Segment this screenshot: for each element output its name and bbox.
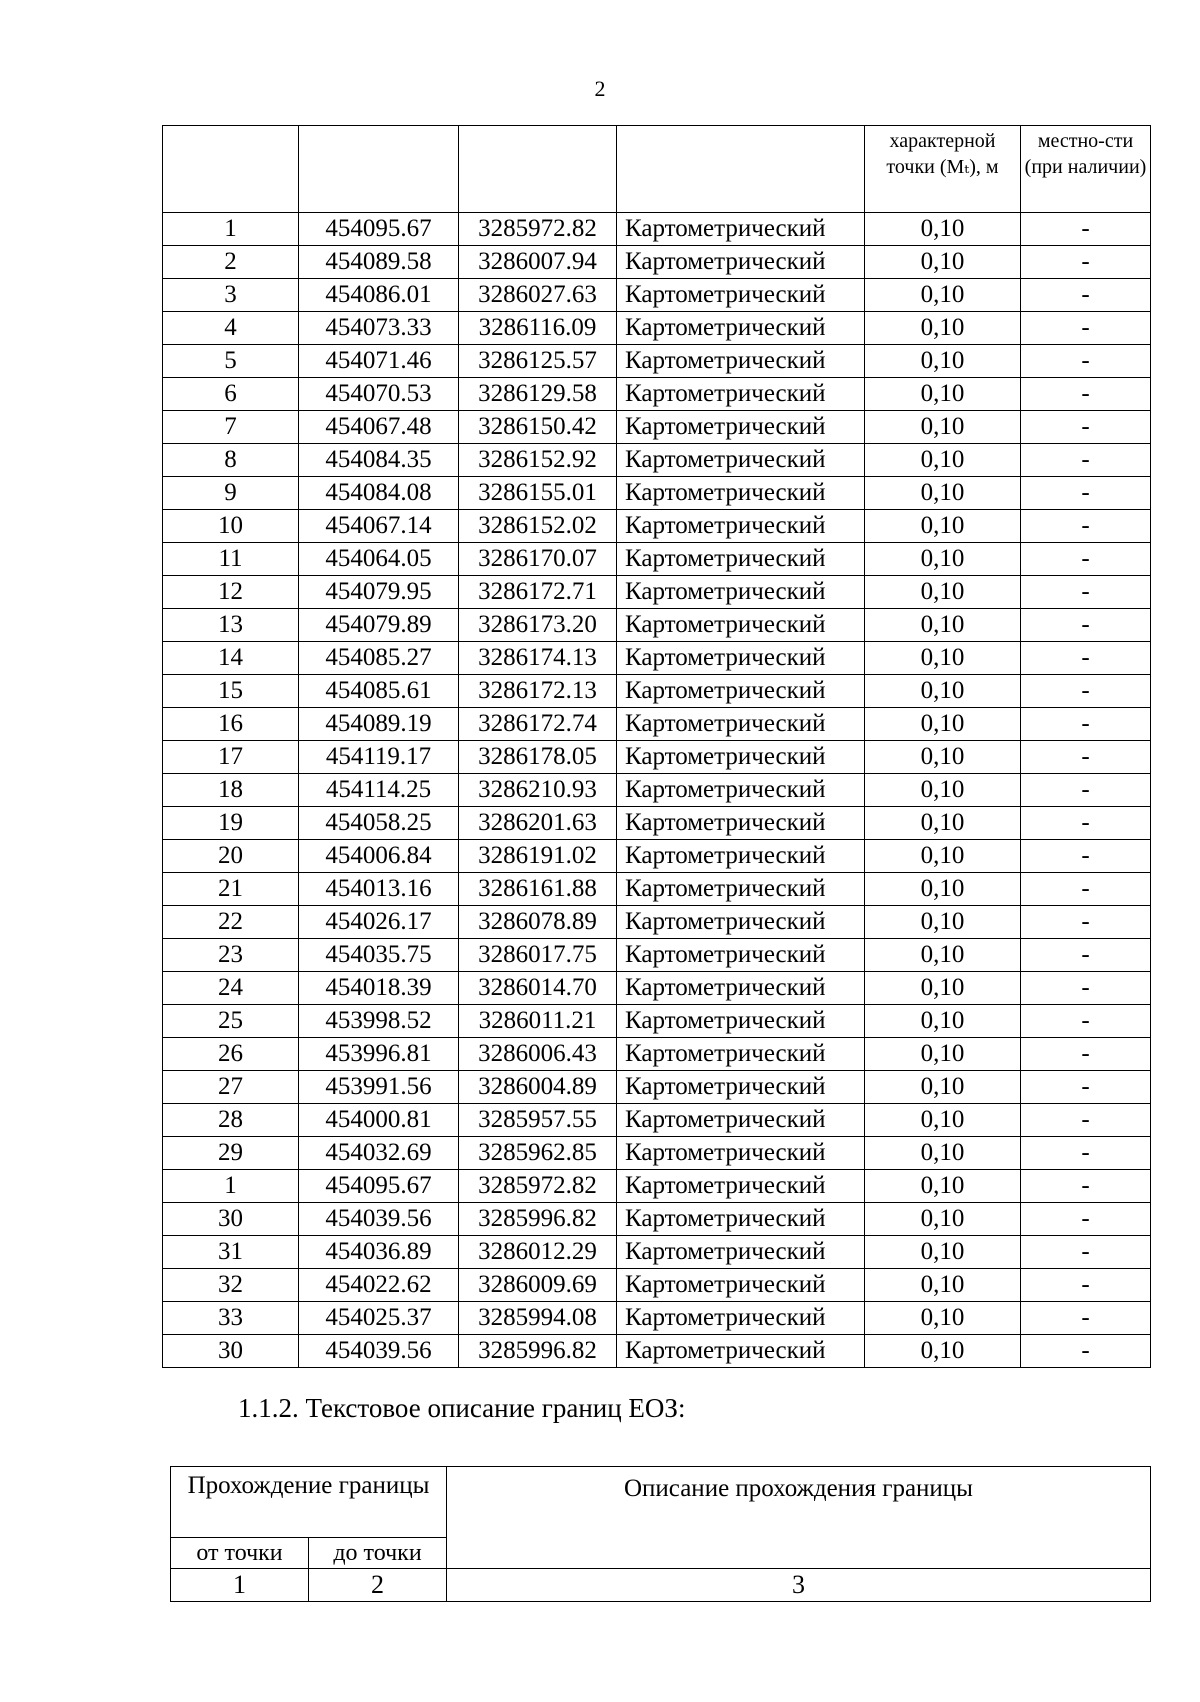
- method-cell: Картометрический: [617, 213, 865, 246]
- description-cell: -: [1021, 1302, 1151, 1335]
- y-coordinate-cell: 3285957.55: [459, 1104, 617, 1137]
- header-cell-empty: [617, 126, 865, 213]
- table-row: [163, 246, 1151, 279]
- accuracy-cell: 0,10: [865, 246, 1021, 279]
- method-cell: Картометрический: [617, 873, 865, 906]
- y-coordinate-cell: 3286152.92: [459, 444, 617, 477]
- coordinates-table: [162, 125, 1151, 1368]
- method-cell: Картометрический: [617, 642, 865, 675]
- x-coordinate-cell: 454071.46: [299, 345, 459, 378]
- description-cell: -: [1021, 906, 1151, 939]
- method-cell: Картометрический: [617, 1170, 865, 1203]
- x-coordinate-cell: 454084.35: [299, 444, 459, 477]
- method-cell: Картометрический: [617, 543, 865, 576]
- x-coordinate-cell: 453998.52: [299, 1005, 459, 1038]
- table-row: [163, 1005, 1151, 1038]
- description-cell: -: [1021, 1104, 1151, 1137]
- point-number-cell: 15: [163, 675, 299, 708]
- accuracy-cell: 0,10: [865, 378, 1021, 411]
- accuracy-cell: 0,10: [865, 840, 1021, 873]
- y-coordinate-cell: 3286027.63: [459, 279, 617, 312]
- table-row: [163, 1302, 1151, 1335]
- x-coordinate-cell: 454089.58: [299, 246, 459, 279]
- x-coordinate-cell: 454058.25: [299, 807, 459, 840]
- method-cell: Картометрический: [617, 1038, 865, 1071]
- y-coordinate-cell: 3286173.20: [459, 609, 617, 642]
- page-number: 2: [594, 76, 606, 101]
- y-coordinate-cell: 3286172.74: [459, 708, 617, 741]
- description-cell: -: [1021, 609, 1151, 642]
- accuracy-cell: 0,10: [865, 1335, 1021, 1368]
- method-cell: Картометрический: [617, 939, 865, 972]
- table-row: [163, 345, 1151, 378]
- x-coordinate-cell: 454089.19: [299, 708, 459, 741]
- y-coordinate-cell: 3285994.08: [459, 1302, 617, 1335]
- y-coordinate-cell: 3286210.93: [459, 774, 617, 807]
- accuracy-cell: 0,10: [865, 1269, 1021, 1302]
- section-heading: 1.1.2. Текстовое описание границ ЕОЗ:: [238, 1393, 686, 1423]
- accuracy-cell: 0,10: [865, 1236, 1021, 1269]
- y-coordinate-cell: 3286017.75: [459, 939, 617, 972]
- table-row: [163, 444, 1151, 477]
- description-cell: -: [1021, 213, 1151, 246]
- table-row: [163, 378, 1151, 411]
- description-cell: -: [1021, 939, 1151, 972]
- table-row: [163, 477, 1151, 510]
- description-cell: -: [1021, 312, 1151, 345]
- accuracy-cell: 0,10: [865, 939, 1021, 972]
- y-coordinate-cell: 3286116.09: [459, 312, 617, 345]
- x-coordinate-cell: 454067.48: [299, 411, 459, 444]
- accuracy-cell: 0,10: [865, 1302, 1021, 1335]
- header-boundary-passage: Прохождение границы: [171, 1467, 447, 1538]
- table-row: [163, 279, 1151, 312]
- description-cell: -: [1021, 576, 1151, 609]
- y-coordinate-cell: 3286191.02: [459, 840, 617, 873]
- point-number-cell: 21: [163, 873, 299, 906]
- description-cell: -: [1021, 1071, 1151, 1104]
- point-number-cell: 28: [163, 1104, 299, 1137]
- x-coordinate-cell: 454114.25: [299, 774, 459, 807]
- description-cell: -: [1021, 1137, 1151, 1170]
- x-coordinate-cell: 454073.33: [299, 312, 459, 345]
- point-number-cell: 16: [163, 708, 299, 741]
- y-coordinate-cell: 3286172.13: [459, 675, 617, 708]
- table-row: [163, 1104, 1151, 1137]
- accuracy-cell: 0,10: [865, 1104, 1021, 1137]
- table-row: [163, 213, 1151, 246]
- accuracy-cell: 0,10: [865, 642, 1021, 675]
- method-cell: Картометрический: [617, 708, 865, 741]
- description-cell: -: [1021, 1335, 1151, 1368]
- header-cell-empty: [163, 126, 299, 213]
- table-row: [163, 609, 1151, 642]
- x-coordinate-cell: 454079.89: [299, 609, 459, 642]
- y-coordinate-cell: 3286011.21: [459, 1005, 617, 1038]
- point-number-cell: 17: [163, 741, 299, 774]
- point-number-cell: 26: [163, 1038, 299, 1071]
- y-coordinate-cell: 3286172.71: [459, 576, 617, 609]
- description-cell: -: [1021, 246, 1151, 279]
- accuracy-cell: 0,10: [865, 411, 1021, 444]
- y-coordinate-cell: 3286125.57: [459, 345, 617, 378]
- header-cell-empty: [459, 126, 617, 213]
- method-cell: Картометрический: [617, 1005, 865, 1038]
- y-coordinate-cell: 3286174.13: [459, 642, 617, 675]
- x-coordinate-cell: 454022.62: [299, 1269, 459, 1302]
- column-number: 1: [171, 1569, 309, 1602]
- point-number-cell: 22: [163, 906, 299, 939]
- method-cell: Картометрический: [617, 741, 865, 774]
- y-coordinate-cell: 3285962.85: [459, 1137, 617, 1170]
- table-row: [163, 543, 1151, 576]
- x-coordinate-cell: 454026.17: [299, 906, 459, 939]
- x-coordinate-cell: 454006.84: [299, 840, 459, 873]
- point-number-cell: 13: [163, 609, 299, 642]
- method-cell: Картометрический: [617, 807, 865, 840]
- description-cell: -: [1021, 774, 1151, 807]
- table-row: [163, 1236, 1151, 1269]
- x-coordinate-cell: 454079.95: [299, 576, 459, 609]
- method-cell: Картометрический: [617, 1203, 865, 1236]
- description-cell: -: [1021, 444, 1151, 477]
- point-number-cell: 14: [163, 642, 299, 675]
- y-coordinate-cell: 3286155.01: [459, 477, 617, 510]
- header-from-point: от точки: [171, 1538, 309, 1569]
- method-cell: Картометрический: [617, 675, 865, 708]
- description-cell: -: [1021, 378, 1151, 411]
- description-cell: -: [1021, 840, 1151, 873]
- accuracy-cell: 0,10: [865, 708, 1021, 741]
- point-number-cell: 27: [163, 1071, 299, 1104]
- table-header-row: [163, 126, 1151, 213]
- method-cell: Картометрический: [617, 1137, 865, 1170]
- y-coordinate-cell: 3286004.89: [459, 1071, 617, 1104]
- description-cell: -: [1021, 543, 1151, 576]
- x-coordinate-cell: 453991.56: [299, 1071, 459, 1104]
- y-coordinate-cell: 3286161.88: [459, 873, 617, 906]
- point-number-cell: 30: [163, 1203, 299, 1236]
- method-cell: Картометрический: [617, 1269, 865, 1302]
- header-cell-empty: [299, 126, 459, 213]
- point-number-cell: 8: [163, 444, 299, 477]
- method-cell: Картометрический: [617, 1236, 865, 1269]
- method-cell: Картометрический: [617, 972, 865, 1005]
- accuracy-cell: 0,10: [865, 543, 1021, 576]
- y-coordinate-cell: 3286006.43: [459, 1038, 617, 1071]
- table-row: [163, 1203, 1151, 1236]
- y-coordinate-cell: 3286170.07: [459, 543, 617, 576]
- column-number: 2: [309, 1569, 447, 1602]
- description-cell: -: [1021, 807, 1151, 840]
- point-number-cell: 31: [163, 1236, 299, 1269]
- table-row: [163, 906, 1151, 939]
- x-coordinate-cell: 454085.27: [299, 642, 459, 675]
- table-row: [163, 972, 1151, 1005]
- y-coordinate-cell: 3286012.29: [459, 1236, 617, 1269]
- accuracy-cell: 0,10: [865, 972, 1021, 1005]
- y-coordinate-cell: 3286152.02: [459, 510, 617, 543]
- header-boundary-description: Описание прохождения границы: [447, 1467, 1151, 1569]
- method-cell: Картометрический: [617, 1335, 865, 1368]
- accuracy-cell: 0,10: [865, 675, 1021, 708]
- point-number-cell: 18: [163, 774, 299, 807]
- description-cell: -: [1021, 411, 1151, 444]
- x-coordinate-cell: 454035.75: [299, 939, 459, 972]
- y-coordinate-cell: 3286009.69: [459, 1269, 617, 1302]
- table-row: [163, 1269, 1151, 1302]
- x-coordinate-cell: 454025.37: [299, 1302, 459, 1335]
- accuracy-cell: 0,10: [865, 1137, 1021, 1170]
- y-coordinate-cell: 3285996.82: [459, 1203, 617, 1236]
- table-row: [163, 510, 1151, 543]
- point-number-cell: 33: [163, 1302, 299, 1335]
- accuracy-cell: 0,10: [865, 510, 1021, 543]
- method-cell: Картометрический: [617, 840, 865, 873]
- method-cell: Картометрический: [617, 609, 865, 642]
- description-cell: -: [1021, 1038, 1151, 1071]
- accuracy-cell: 0,10: [865, 1203, 1021, 1236]
- header-to-point: до точки: [309, 1538, 447, 1569]
- method-cell: Картометрический: [617, 774, 865, 807]
- table-row: [163, 807, 1151, 840]
- point-number-cell: 20: [163, 840, 299, 873]
- accuracy-cell: 0,10: [865, 312, 1021, 345]
- description-cell: -: [1021, 279, 1151, 312]
- x-coordinate-cell: 454119.17: [299, 741, 459, 774]
- x-coordinate-cell: 454070.53: [299, 378, 459, 411]
- table-row: [163, 774, 1151, 807]
- accuracy-cell: 0,10: [865, 279, 1021, 312]
- accuracy-cell: 0,10: [865, 609, 1021, 642]
- x-coordinate-cell: 454085.61: [299, 675, 459, 708]
- method-cell: Картометрический: [617, 477, 865, 510]
- point-number-cell: 12: [163, 576, 299, 609]
- table-row: [163, 939, 1151, 972]
- point-number-cell: 2: [163, 246, 299, 279]
- x-coordinate-cell: 454086.01: [299, 279, 459, 312]
- column-number: 3: [447, 1569, 1151, 1602]
- x-coordinate-cell: 454036.89: [299, 1236, 459, 1269]
- table-row: [163, 642, 1151, 675]
- point-number-cell: 6: [163, 378, 299, 411]
- point-number-cell: 19: [163, 807, 299, 840]
- point-number-cell: 1: [163, 213, 299, 246]
- description-cell: -: [1021, 1170, 1151, 1203]
- table-row: [163, 741, 1151, 774]
- accuracy-cell: 0,10: [865, 1071, 1021, 1104]
- table-row: [163, 1170, 1151, 1203]
- method-cell: Картометрический: [617, 246, 865, 279]
- table-row: [163, 312, 1151, 345]
- y-coordinate-cell: 3286201.63: [459, 807, 617, 840]
- method-cell: Картометрический: [617, 312, 865, 345]
- table-row: [163, 1335, 1151, 1368]
- y-coordinate-cell: 3286129.58: [459, 378, 617, 411]
- point-number-cell: 24: [163, 972, 299, 1005]
- table-row: [163, 840, 1151, 873]
- point-number-cell: 32: [163, 1269, 299, 1302]
- description-cell: -: [1021, 1269, 1151, 1302]
- point-number-cell: 30: [163, 1335, 299, 1368]
- description-cell: -: [1021, 708, 1151, 741]
- point-number-cell: 5: [163, 345, 299, 378]
- x-coordinate-cell: 454039.56: [299, 1203, 459, 1236]
- accuracy-cell: 0,10: [865, 213, 1021, 246]
- y-coordinate-cell: 3286150.42: [459, 411, 617, 444]
- table-row: [163, 576, 1151, 609]
- y-coordinate-cell: 3286014.70: [459, 972, 617, 1005]
- x-coordinate-cell: 454095.67: [299, 213, 459, 246]
- point-number-cell: 9: [163, 477, 299, 510]
- x-coordinate-cell: 454018.39: [299, 972, 459, 1005]
- boundary-description-table: [170, 1466, 1151, 1602]
- point-number-cell: 29: [163, 1137, 299, 1170]
- point-number-cell: 4: [163, 312, 299, 345]
- x-coordinate-cell: 454039.56: [299, 1335, 459, 1368]
- table-row: [163, 1038, 1151, 1071]
- y-coordinate-cell: 3286178.05: [459, 741, 617, 774]
- y-coordinate-cell: 3285996.82: [459, 1335, 617, 1368]
- accuracy-cell: 0,10: [865, 345, 1021, 378]
- point-number-cell: 23: [163, 939, 299, 972]
- accuracy-cell: 0,10: [865, 906, 1021, 939]
- table-row: [163, 708, 1151, 741]
- x-coordinate-cell: 453996.81: [299, 1038, 459, 1071]
- point-number-cell: 11: [163, 543, 299, 576]
- header-terrain-description: местно-сти (при наличии): [1021, 126, 1151, 213]
- description-cell: -: [1021, 972, 1151, 1005]
- description-cell: -: [1021, 1236, 1151, 1269]
- table-row: [163, 1137, 1151, 1170]
- y-coordinate-cell: 3285972.82: [459, 213, 617, 246]
- y-coordinate-cell: 3286007.94: [459, 246, 617, 279]
- method-cell: Картометрический: [617, 1104, 865, 1137]
- method-cell: Картометрический: [617, 906, 865, 939]
- description-cell: -: [1021, 873, 1151, 906]
- method-cell: Картометрический: [617, 411, 865, 444]
- method-cell: Картометрический: [617, 1302, 865, 1335]
- x-coordinate-cell: 454032.69: [299, 1137, 459, 1170]
- method-cell: Картометрический: [617, 279, 865, 312]
- description-cell: -: [1021, 477, 1151, 510]
- accuracy-cell: 0,10: [865, 741, 1021, 774]
- table-row: [163, 675, 1151, 708]
- accuracy-cell: 0,10: [865, 444, 1021, 477]
- header-point-accuracy: характерной точки (Mₜ), м: [865, 126, 1021, 213]
- accuracy-cell: 0,10: [865, 1005, 1021, 1038]
- point-number-cell: 10: [163, 510, 299, 543]
- table-row: [163, 411, 1151, 444]
- description-cell: -: [1021, 741, 1151, 774]
- x-coordinate-cell: 454013.16: [299, 873, 459, 906]
- point-number-cell: 7: [163, 411, 299, 444]
- method-cell: Картометрический: [617, 576, 865, 609]
- accuracy-cell: 0,10: [865, 1170, 1021, 1203]
- x-coordinate-cell: 454064.05: [299, 543, 459, 576]
- method-cell: Картометрический: [617, 378, 865, 411]
- table-row: [163, 1071, 1151, 1104]
- method-cell: Картометрический: [617, 345, 865, 378]
- method-cell: Картометрический: [617, 444, 865, 477]
- description-cell: -: [1021, 642, 1151, 675]
- description-cell: -: [1021, 675, 1151, 708]
- point-number-cell: 3: [163, 279, 299, 312]
- accuracy-cell: 0,10: [865, 1038, 1021, 1071]
- x-coordinate-cell: 454084.08: [299, 477, 459, 510]
- table-row: [163, 873, 1151, 906]
- accuracy-cell: 0,10: [865, 576, 1021, 609]
- method-cell: Картометрический: [617, 510, 865, 543]
- description-cell: -: [1021, 510, 1151, 543]
- accuracy-cell: 0,10: [865, 477, 1021, 510]
- y-coordinate-cell: 3285972.82: [459, 1170, 617, 1203]
- description-cell: -: [1021, 345, 1151, 378]
- x-coordinate-cell: 454067.14: [299, 510, 459, 543]
- method-cell: Картометрический: [617, 1071, 865, 1104]
- y-coordinate-cell: 3286078.89: [459, 906, 617, 939]
- accuracy-cell: 0,10: [865, 774, 1021, 807]
- x-coordinate-cell: 454095.67: [299, 1170, 459, 1203]
- point-number-cell: 25: [163, 1005, 299, 1038]
- accuracy-cell: 0,10: [865, 807, 1021, 840]
- description-cell: -: [1021, 1203, 1151, 1236]
- description-cell: -: [1021, 1005, 1151, 1038]
- accuracy-cell: 0,10: [865, 873, 1021, 906]
- point-number-cell: 1: [163, 1170, 299, 1203]
- x-coordinate-cell: 454000.81: [299, 1104, 459, 1137]
